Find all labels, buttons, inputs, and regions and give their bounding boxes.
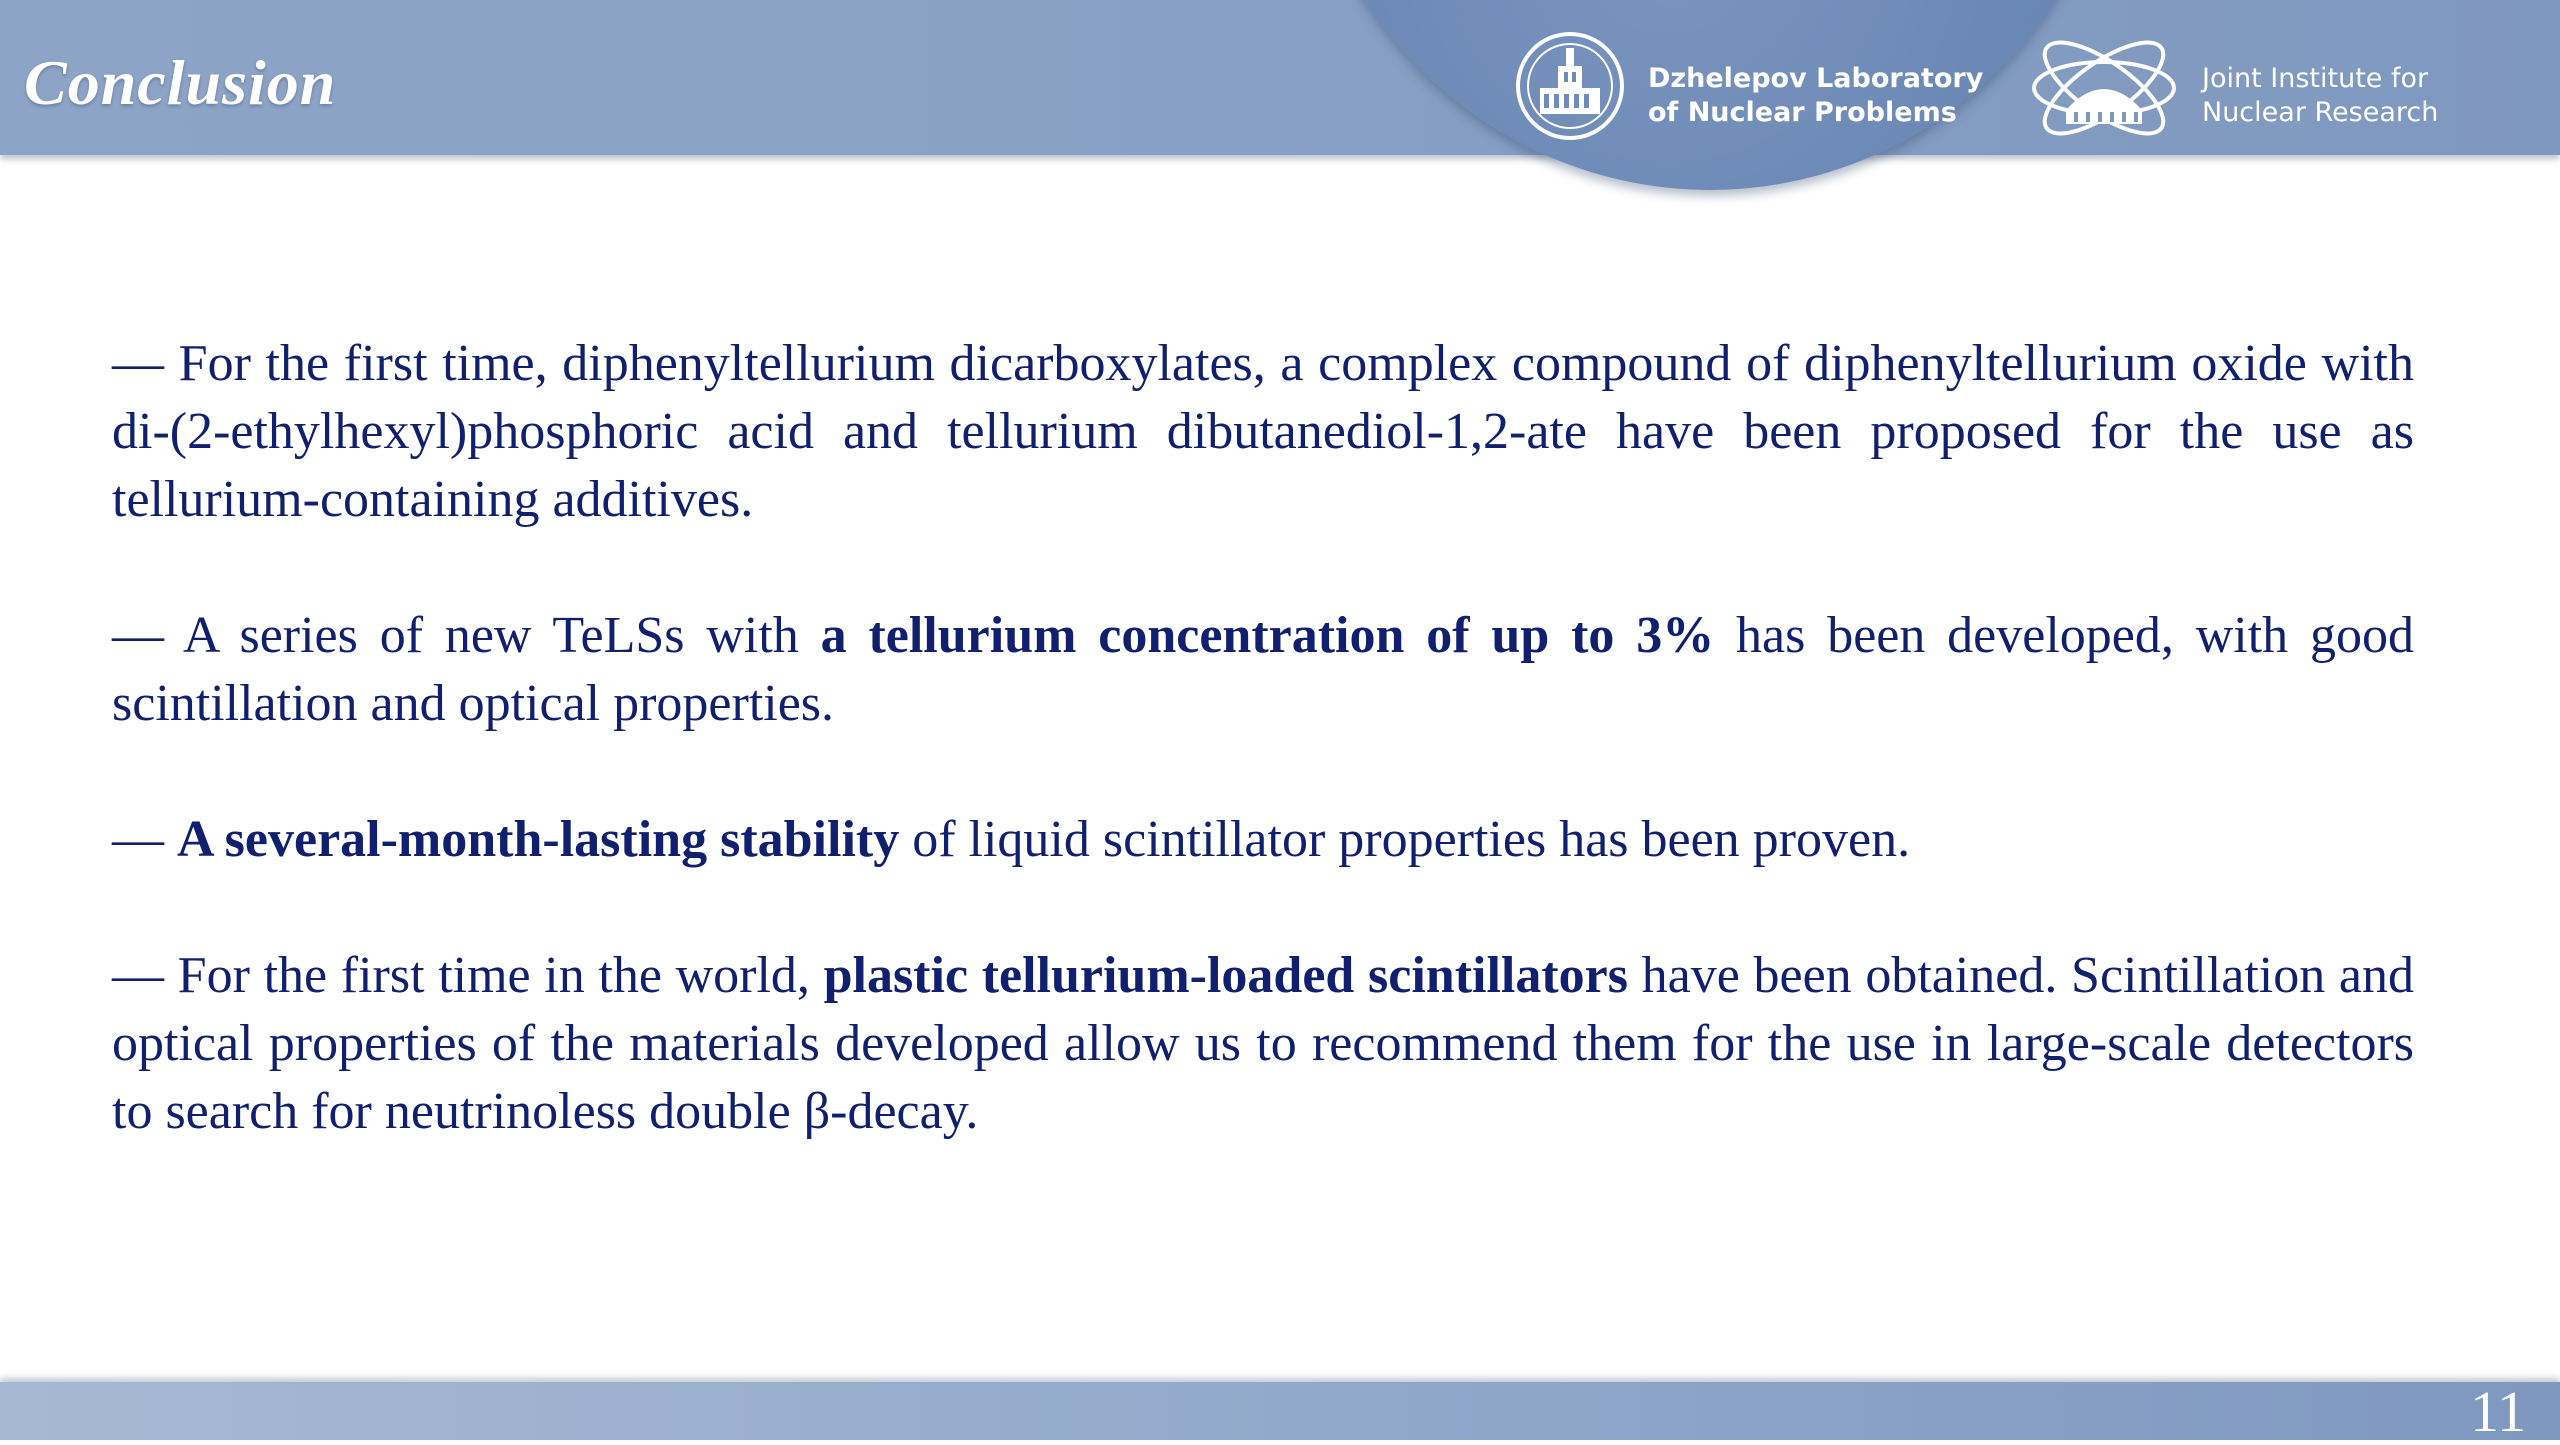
conclusion-item-1 xyxy=(112,330,2414,534)
conclusion-item-3 xyxy=(112,806,2414,874)
conclusion-item-4-highlight: plastic tellurium-loaded scintillators xyxy=(823,947,1628,1004)
jinr-logo-line1: Joint Institute for xyxy=(2202,63,2429,94)
jinr-logo-line2: Nuclear Research xyxy=(2202,97,2439,128)
conclusion-item-2 xyxy=(112,602,2414,738)
jinr-logo xyxy=(2026,28,2546,148)
conclusion-item-3-highlight: A several-month-lasting stability xyxy=(177,811,900,868)
slide-header xyxy=(0,0,2560,155)
conclusion-item-3-post: of liquid scintillator properties has been proven. xyxy=(899,811,1911,868)
page-number: 11 xyxy=(2470,1379,2526,1444)
slide-footer xyxy=(0,1379,2560,1444)
conclusion-item-2-highlight: a tellurium concentration of up to 3% xyxy=(820,607,1715,664)
conclusion-item-2-post: has been developed, with good scintillation and optical properties. xyxy=(112,607,2414,732)
conclusion-item-4-post: have been obtained. Scintillation and optical properties of the materials developed allow us to recommend them for the use in large-scale detectors to search for neutrinoless double β-decay. xyxy=(112,947,2414,1140)
conclusion-item-1-text: — For the first time, diphenyltellurium dicarboxylates, a complex compound of diphenyltellurium oxide with di-(2-ethylhexyl)phosphoric acid and tellurium dibutanediol-1,2-ate have been proposed for the use as tellurium-containing additives. xyxy=(112,335,2414,528)
conclusion-item-4-pre: — For the first time in the world, xyxy=(112,947,824,1004)
dlnp-logo xyxy=(1512,28,2032,148)
dlnp-logo-text xyxy=(1648,62,1983,130)
jinr-logo-text xyxy=(2202,62,2438,130)
conclusion-item-3-pre: — xyxy=(112,811,177,868)
slide-title: Conclusion xyxy=(24,47,337,118)
slide-content xyxy=(112,330,2414,1214)
conclusion-item-4 xyxy=(112,942,2414,1146)
jinr-atom-emblem-icon xyxy=(2026,28,2182,148)
dlnp-logo-line2: of Nuclear Problems xyxy=(1648,97,1957,128)
dlnp-building-emblem-icon xyxy=(1512,28,1628,144)
dlnp-logo-line1: Dzhelepov Laboratory xyxy=(1648,63,1984,94)
conclusion-item-2-pre: — A series of new TeLSs with xyxy=(112,607,821,664)
